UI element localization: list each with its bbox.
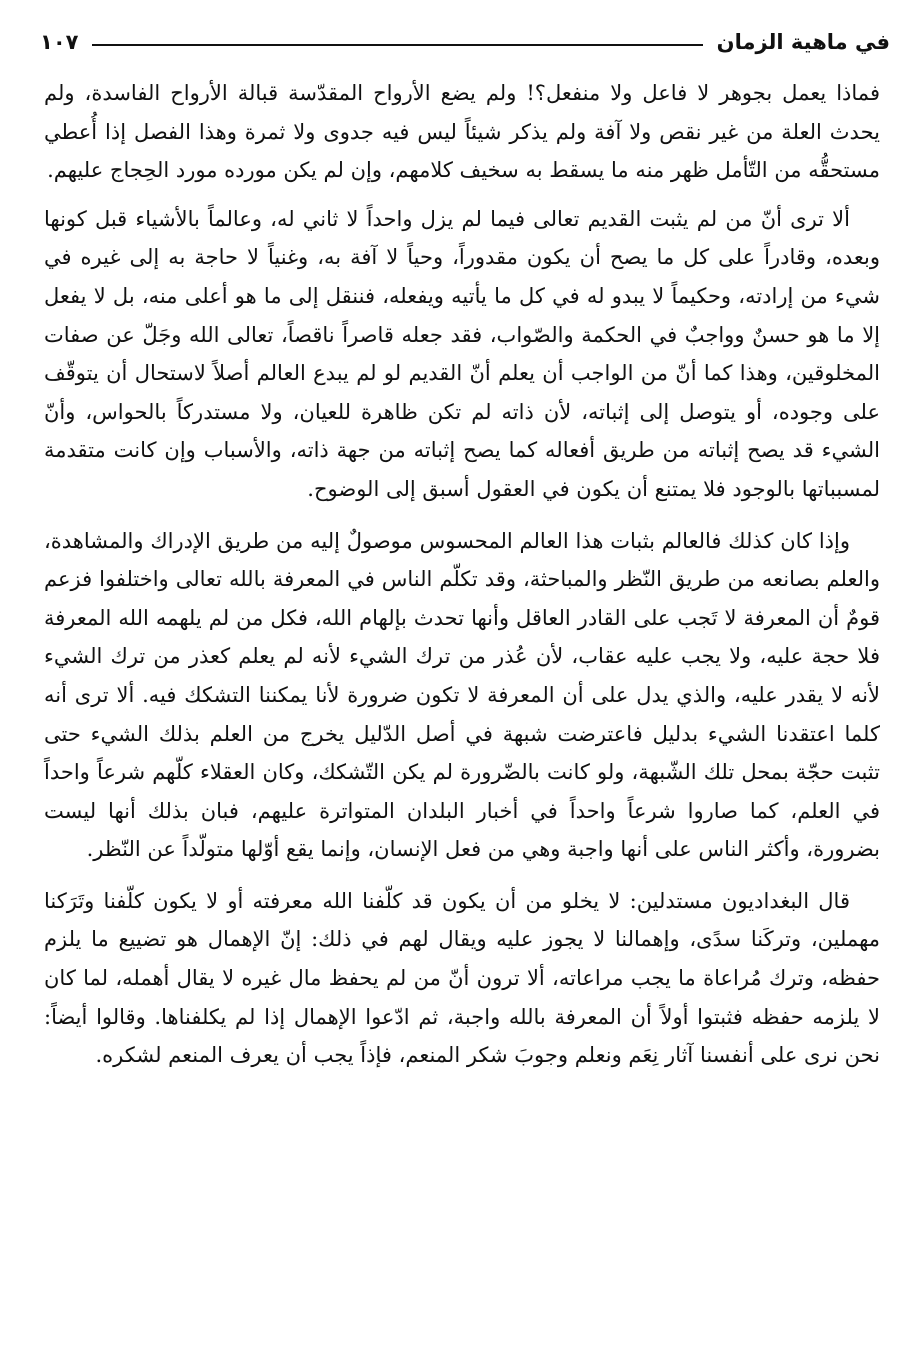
header-rule (92, 44, 702, 46)
page-header (40, 22, 890, 62)
running-title: في ماهية الزمان (716, 30, 890, 54)
body-text (44, 74, 880, 1083)
paragraph-3: وإذا كان كذلك فالعالم بثبات هذا العالم المحسوس موصولٌ إليه من طريق الإدراك والمشاهدة، والعلم بصانعه من طريق النّظر والمباحثة، وقد تكلّم الناس في المعرفة بالله تعالى واختلفوا فزعم قومٌ أن المعرفة لا تَجب على القادر العاقل وأنها تحدث بإلهام الله، فكل من لم يلهمه الله المعرفة فلا حجة عليه، ولا يجب عليه عقاب، لأن عُذر من ترك الشيء لأنه لم يعلم كعذر من ترك الشيء لأنه لا يقدر عليه، والذي يدل على أن المعرفة لا تكون ضرورة لأنا يمكننا التشكك فيه. ألا ترى أنه كلما اعتقدنا الشيء بدليل فاعترضت شبهة في أصل الدّليل يخرج من العلم بذلك الشيء حتى تثبت حجّة بمحل تلك الشّبهة، ولو كانت بالضّرورة لم يكن التّشكك، وكان العقلاء كلّهم شرعاً واحداً في العلم، كما صاروا شرعاً واحداً في أخبار البلدان المتواترة عليهم، فبان بذلك أنها ليست بضرورة، وأكثر الناس على أنها واجبة وهي من فعل الإنسان، وإنما يقع أوّلها متولّداً عن النّظر. (44, 528, 880, 862)
paragraph-1: فماذا يعمل بجوهر لا فاعل ولا منفعل؟! ولم يضع الأرواح المقدّسة قبالة الأرواح الفاسدة، ولم يحدث العلة من غير نقص ولا آفة ولم يذكر شيئاً ليس فيه جدوى ولا ثمرة وهذا الفصل إذا أُعطي مستحقُّه من التّأمل ظهر منه ما يسقط به سخيف كلامهم، وإن لم يكن مورده مورد الحِجاج عليهم. (44, 81, 880, 183)
paragraph-2: ألا ترى أنّ من لم يثبت القديم تعالى فيما لم يزل واحداً لا ثاني له، وعالماً بالأشياء قبل كونها وبعده، وقادراً على كل ما يصح أن يكون مقدوراً، وحياً لا آفة به، وغنياً لا حاجة به إلى غيره في شيء من إرادته، وحكيماً لا يبدو له في كل ما يأتيه ويفعله، فننقل إلى ما هو أعلى منه، بل لا يفعل إلا ما هو حسنٌ وواجبٌ في الحكمة والصّواب، فقد جعله قاصراً ناقصاً، تعالى الله وجَلّ عن صفات المخلوقين، وهذا كما أنّ من الواجب أن يعلم أنّ القديم لو لم يبدع العالم أصلاً لاستحال أن يتوقّف على وجوده، أو يتوصل إلى إثباته، لأن ذاته لم تكن ظاهرة للعيان، ولا مستدركاً بالحواس، وأنّ الشيء قد يصح إثباته من طريق أفعاله كما يصح إثباته من جهة ذاته، والأسباب وإن كانت متقدمة لمسبباتها بالوجود فلا يمتنع أن يكون في العقول أسبق إلى الوضوح. (44, 206, 880, 501)
page-number: ١٠٧ (40, 30, 79, 54)
paragraph-4: قال البغداديون مستدلين: لا يخلو من أن يكون قد كلّفنا الله معرفته أو لا يكون كلّفنا وتَرَكنا مهملين، وتركَنا سدًى، وإهمالنا لا يجوز عليه ويقال لهم في ذلك: إنّ الإهمال هو تضييع ما يلزم حفظه، وترك مُراعاة ما يجب مراعاته، ألا ترون أنّ من لم يحفظ مال غيره لا يقال أهمله، لما كان لا يلزمه حفظه فثبتوا أولاً أن المعرفة بالله واجبة، ثم ادّعوا الإهمال إذا لم يكلفناها. وقالوا أيضاً: نحن نرى على أنفسنا آثار نِعَم ونعلم وجوبَ شكر المنعم، فإذاً يجب أن يعرف المنعم لشكره. (44, 888, 880, 1068)
